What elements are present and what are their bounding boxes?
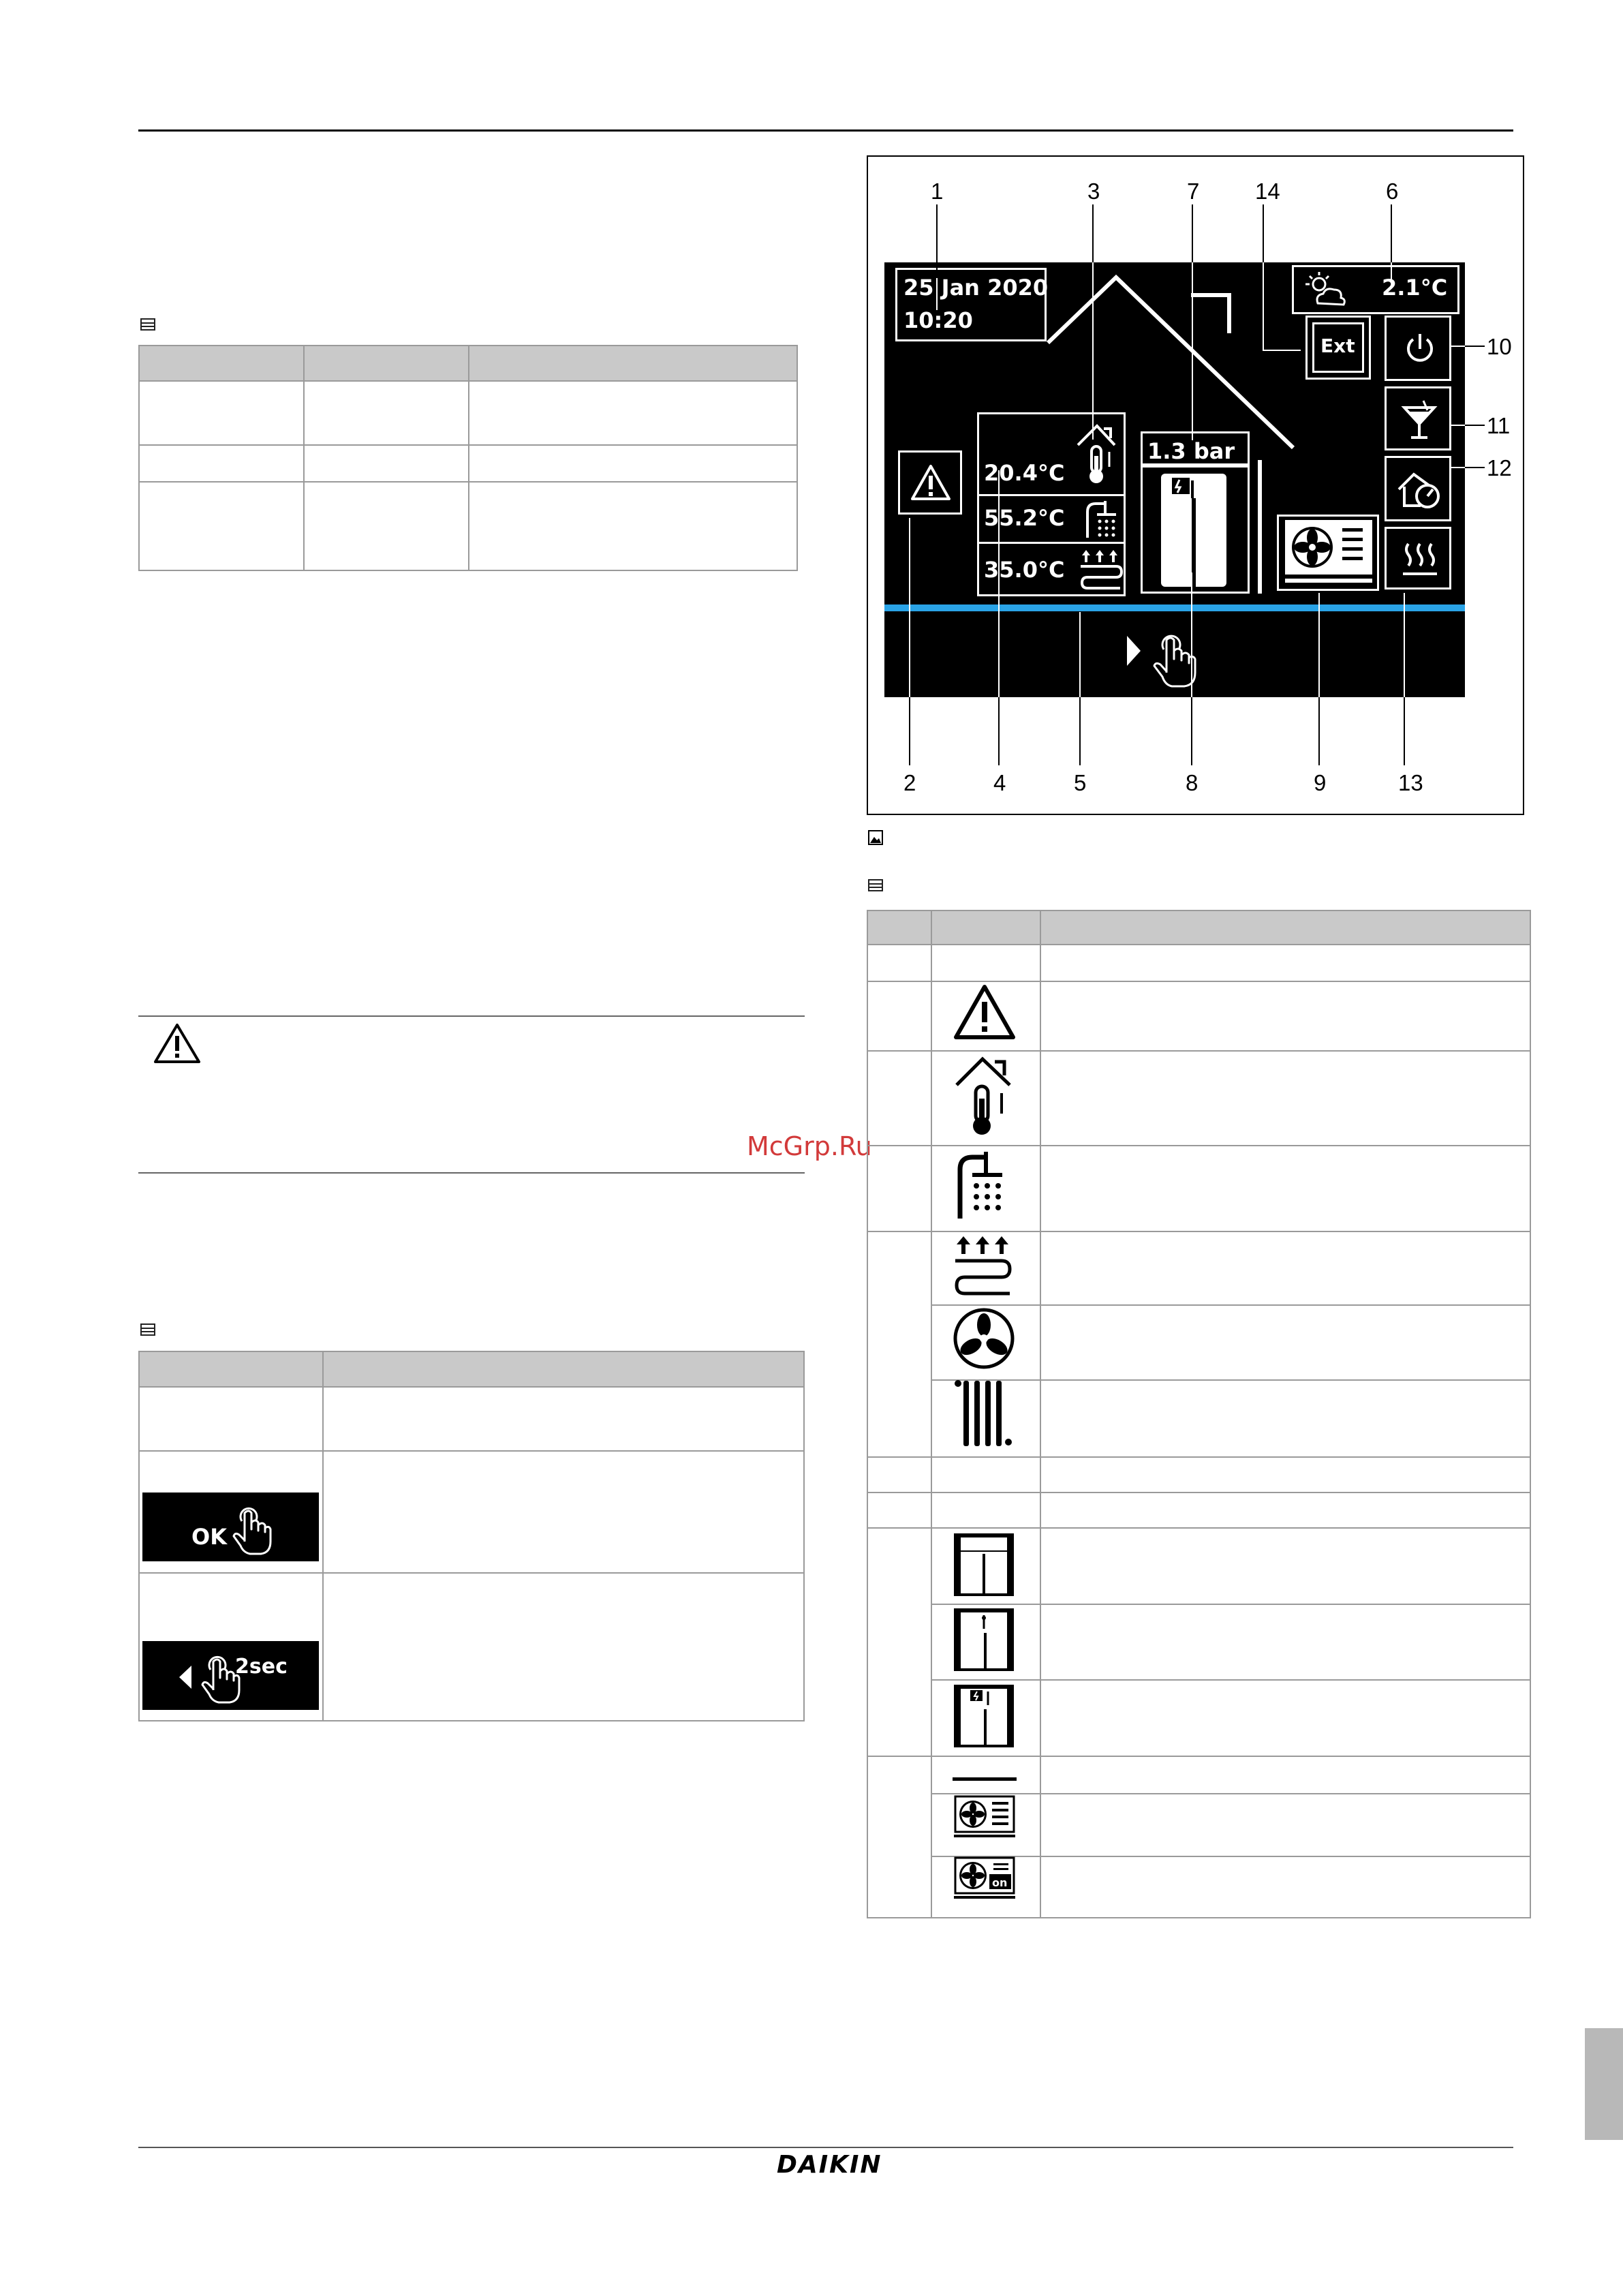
callout-1: 1 (931, 179, 944, 204)
tank-temp-text[interactable]: 55.2°C (984, 505, 1065, 531)
callout-leaders (868, 157, 1526, 816)
table-1 (138, 345, 798, 571)
callout-10: 10 (1487, 334, 1512, 359)
leaving-water-temp-text[interactable]: 35.0°C (984, 557, 1065, 583)
tank-icon (954, 1533, 1014, 1596)
radiator-icon (953, 1378, 1013, 1449)
callout-13: 13 (1398, 770, 1423, 795)
callout-14: 14 (1255, 179, 1280, 204)
tank-heater-icon (954, 1608, 1014, 1671)
back-label: 2sec (235, 1655, 288, 1679)
callout-2: 2 (903, 770, 916, 795)
outdoor-unit-icon (953, 1795, 1017, 1839)
ok-label: OK (191, 1524, 227, 1550)
callout-8: 8 (1186, 770, 1199, 795)
callout-5: 5 (1074, 770, 1087, 795)
table-icon (140, 318, 155, 331)
callout-11: 11 (1487, 413, 1511, 438)
brand-logo: DAIKIN (777, 2151, 882, 2179)
room-temp-text[interactable]: 20.4°C (984, 460, 1065, 486)
outdoor-temp-text: 2.1°C (1382, 275, 1448, 301)
back-button-illustration (142, 1641, 319, 1710)
callout-3: 3 (1087, 179, 1100, 204)
house-thermometer-icon (953, 1051, 1015, 1139)
home-screen-figure (867, 155, 1524, 815)
fan-coil-icon (953, 1307, 1015, 1370)
figure-icon (868, 830, 883, 845)
note-rule-bottom (138, 1172, 805, 1174)
time-text: 10:20 (903, 307, 973, 333)
warning-icon (153, 1022, 202, 1065)
outdoor-unit-off-line (953, 1777, 1017, 1781)
callout-7: 7 (1187, 179, 1200, 204)
tank-booster-icon (954, 1685, 1014, 1747)
ext-label: Ext (1320, 335, 1355, 357)
table-icon (140, 1323, 155, 1336)
triangle-left-icon (178, 1664, 193, 1690)
callout-4: 4 (993, 770, 1006, 795)
callout-6: 6 (1386, 179, 1399, 204)
chapter-tab (1585, 2028, 1623, 2140)
svg-text:on: on (992, 1876, 1008, 1889)
ok-button-illustration (142, 1493, 319, 1561)
pressure-text: 1.3 bar (1147, 438, 1235, 464)
callout-12: 12 (1487, 455, 1512, 480)
header-rule (138, 129, 1513, 132)
callout-9: 9 (1314, 770, 1327, 795)
outdoor-unit-on-icon (953, 1856, 1017, 1900)
date-text: 25 Jan 2020 (903, 275, 1049, 301)
touch-hand-icon (228, 1498, 276, 1557)
warning-triangle-icon (953, 984, 1016, 1041)
underfloor-heating-icon (953, 1234, 1013, 1299)
table-icon (868, 879, 883, 891)
shower-icon (952, 1149, 1013, 1221)
footer-rule (138, 2147, 1513, 2148)
note-rule-top (138, 1015, 805, 1017)
watermark: McGrp.Ru (747, 1131, 872, 1161)
